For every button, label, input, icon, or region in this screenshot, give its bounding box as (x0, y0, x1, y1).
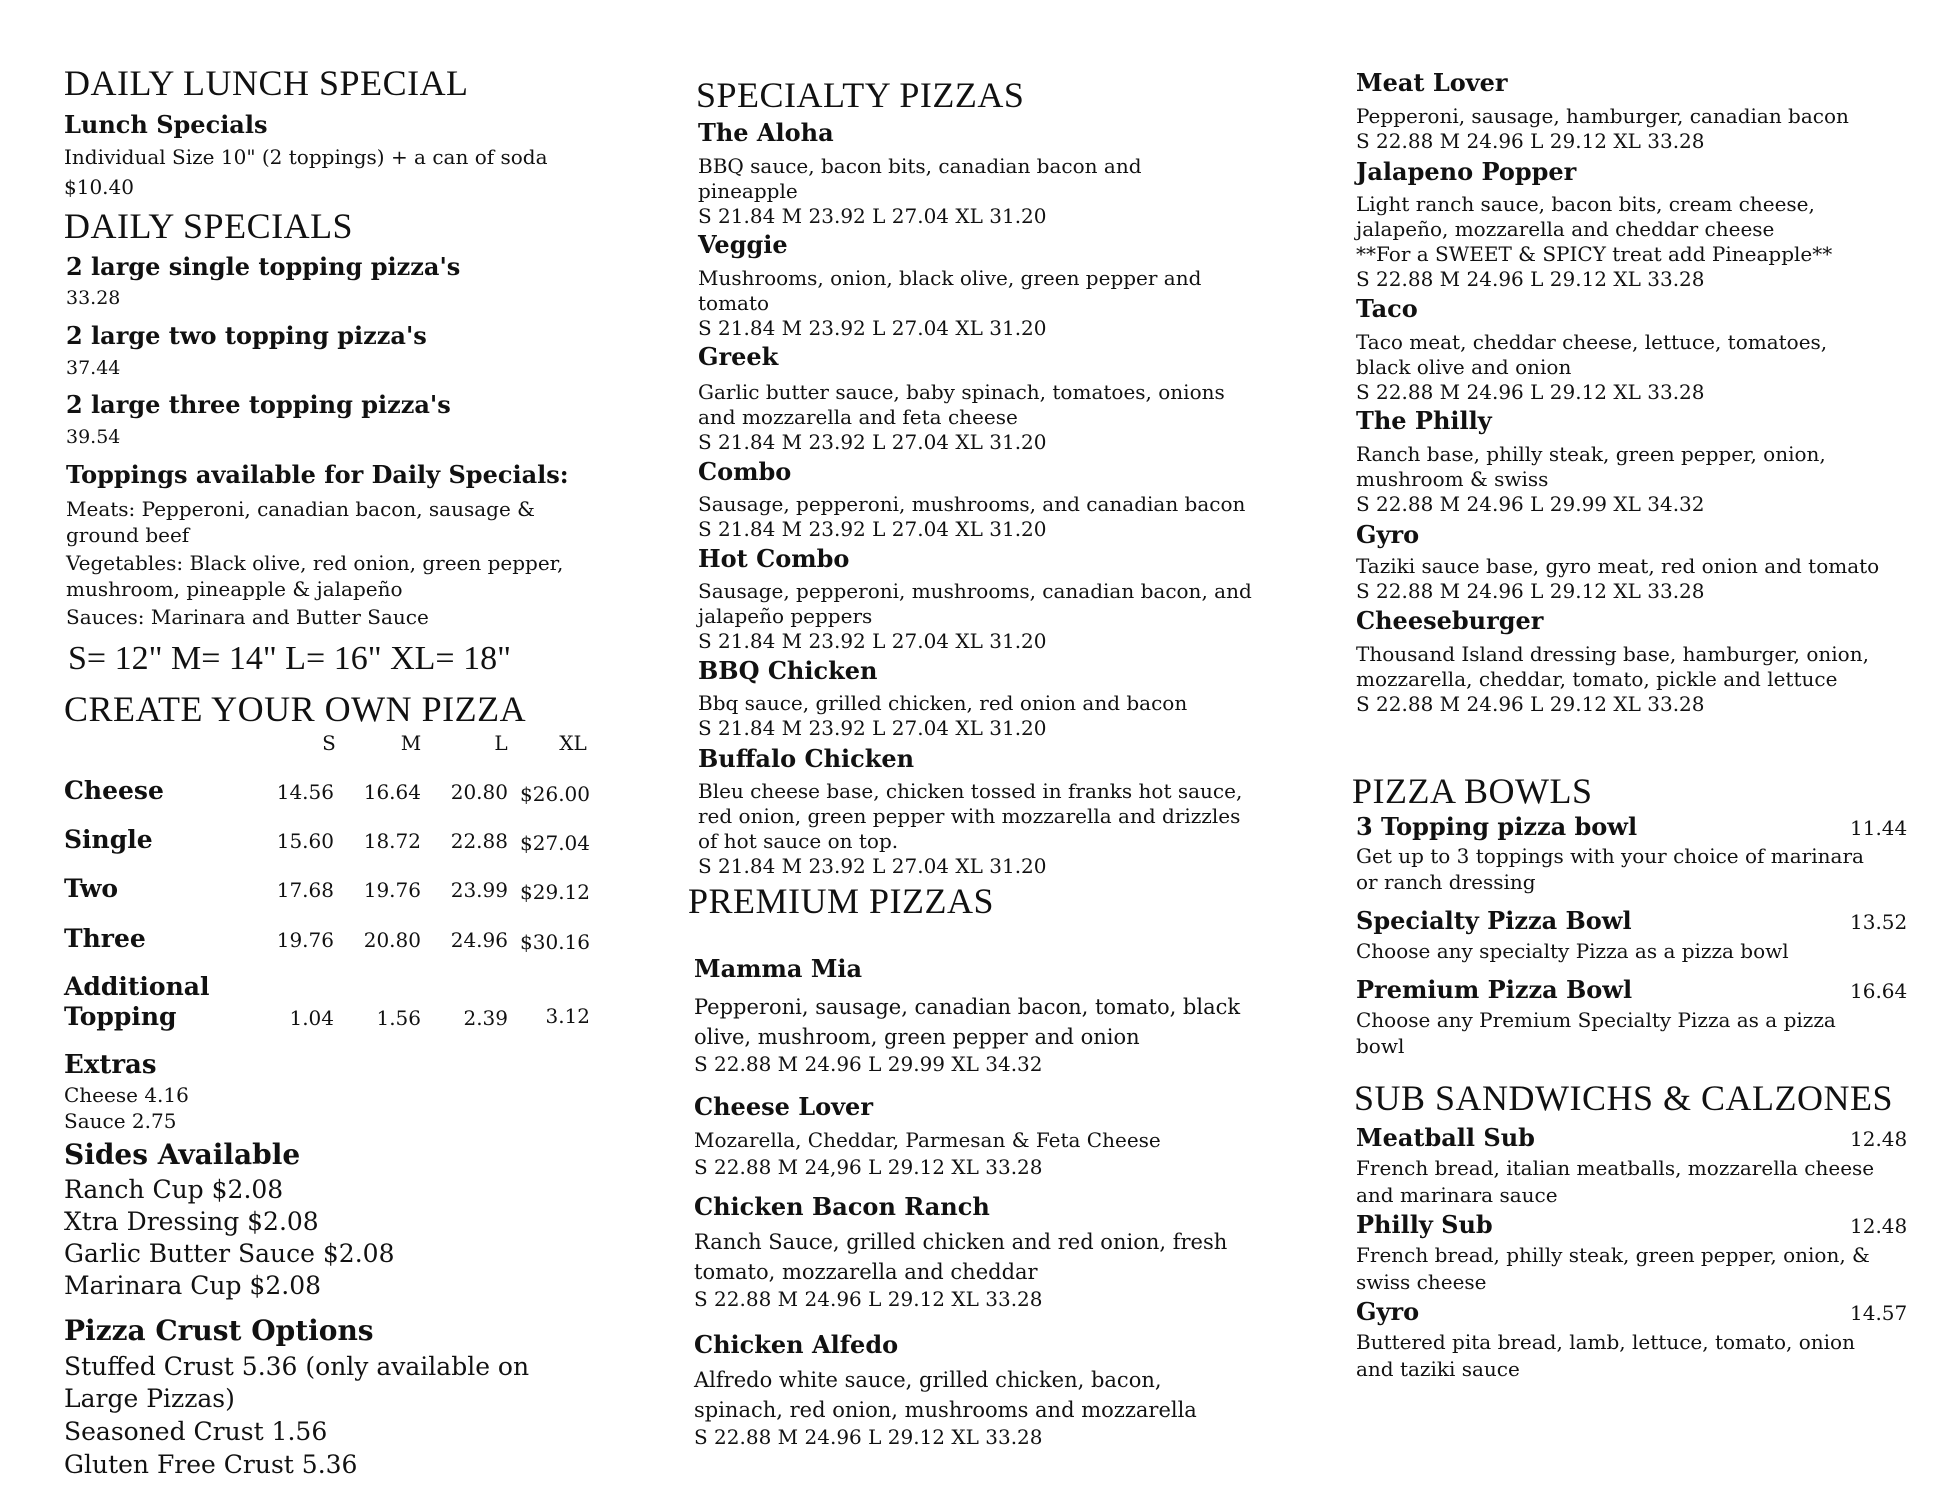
menu-item-prices: S 21.84 M 23.92 L 27.04 XL 31.20 (698, 716, 1047, 740)
menu-item-name: Buffalo Chicken (698, 744, 915, 773)
menu-item-name: Hot Combo (698, 544, 850, 573)
menu-item-prices: S 21.84 M 23.92 L 27.04 XL 31.20 (698, 629, 1047, 653)
menu-item-description: Ranch Sauce, grilled chicken and red onion, fresh (694, 1230, 1228, 1254)
premium-pizzas-heading: PREMIUM PIZZAS (688, 881, 995, 921)
menu-item-description: black olive and onion (1356, 355, 1572, 379)
menu-item-description: French bread, italian meatballs, mozzarella cheese (1356, 1156, 1875, 1180)
cyo-price-s: 15.60 (276, 829, 334, 853)
cyo-price-m: 19.76 (363, 878, 421, 902)
menu-item-description: mozzarella, cheddar, tomato, pickle and lettuce (1356, 667, 1838, 691)
toppings-line: ground beef (66, 523, 190, 547)
daily-special-name: 2 large single topping pizza's (66, 252, 461, 281)
crust-line: Large Pizzas) (64, 1384, 235, 1413)
cyo-price-s: 19.76 (276, 928, 334, 952)
menu-item-name: The Aloha (698, 118, 834, 147)
crust-line: Seasoned Crust 1.56 (64, 1417, 328, 1446)
menu-item-prices: S 22.88 M 24,96 L 29.12 XL 33.28 (694, 1155, 1043, 1179)
cyo-price-l: 23.99 (450, 878, 508, 902)
crust-heading: Pizza Crust Options (64, 1314, 374, 1347)
menu-item-price: 16.64 (1850, 979, 1908, 1003)
menu-item-description: Get up to 3 toppings with your choice of marinara (1356, 844, 1864, 868)
cyo-row-name: Single (64, 825, 153, 854)
menu-item-description: pineapple (698, 179, 798, 203)
cyo-price-m: 1.56 (376, 1006, 421, 1030)
daily-specials-heading: DAILY SPECIALS (64, 206, 354, 246)
cyo-row-name: Three (64, 924, 146, 953)
toppings-heading: Toppings available for Daily Specials: (66, 460, 569, 489)
menu-item-description: mushroom & swiss (1356, 467, 1549, 491)
daily-special-price: 33.28 (66, 287, 121, 309)
menu-item-description: Pepperoni, sausage, canadian bacon, tomato, black (694, 995, 1241, 1019)
menu-item-name: Meat Lover (1356, 68, 1508, 97)
menu-item-description: Garlic butter sauce, baby spinach, tomatoes, onions (698, 380, 1225, 404)
cyo-price-l: 20.80 (450, 780, 508, 804)
cyo-header-l: L (494, 731, 508, 755)
cyo-header-m: M (400, 731, 422, 755)
toppings-line: Vegetables: Black olive, red onion, green pepper, (66, 551, 564, 575)
menu-item-prices: S 21.84 M 23.92 L 27.04 XL 31.20 (698, 517, 1047, 541)
menu-item-description: red onion, green pepper with mozzarella and drizzles (698, 804, 1241, 828)
menu-item-prices: S 22.88 M 24.96 L 29.12 XL 33.28 (694, 1425, 1043, 1449)
menu-item-prices: S 21.84 M 23.92 L 27.04 XL 31.20 (698, 204, 1047, 228)
pizza-bowls-heading: PIZZA BOWLS (1352, 771, 1593, 811)
menu-item-price: 12.48 (1850, 1127, 1908, 1151)
menu-item-description: Light ranch sauce, bacon bits, cream cheese, (1356, 192, 1815, 216)
menu-item-description: and taziki sauce (1356, 1357, 1520, 1381)
menu-item-price: 12.48 (1850, 1214, 1908, 1238)
menu-item-description: olive, mushroom, green pepper and onion (694, 1025, 1140, 1049)
menu-item-name: Jalapeno Popper (1356, 157, 1577, 186)
menu-item-description: Mozarella, Cheddar, Parmesan & Feta Cheese (694, 1128, 1161, 1152)
menu-item-prices: S 22.88 M 24.96 L 29.99 XL 34.32 (694, 1052, 1043, 1076)
menu-item-name: Cheeseburger (1356, 606, 1544, 635)
cyo-row-cheese (64, 776, 604, 816)
menu-item-description: Mushrooms, onion, black olive, green pepper and (698, 266, 1202, 290)
menu-item-description: or ranch dressing (1356, 870, 1536, 894)
sides-line: Ranch Cup $2.08 (64, 1175, 284, 1204)
menu-item-price: 11.44 (1850, 816, 1908, 840)
extras-line: Cheese 4.16 (64, 1083, 189, 1107)
menu-item-name: Gyro (1356, 1297, 1420, 1326)
cyo-row-two (64, 874, 604, 914)
cyo-price-xl: $27.04 (520, 831, 590, 855)
menu-item-description: swiss cheese (1356, 1270, 1487, 1294)
subs-calzones-heading: SUB SANDWICHS & CALZONES (1354, 1078, 1894, 1118)
cyo-price-m: 16.64 (363, 780, 421, 804)
cyo-row-three (64, 924, 604, 964)
menu-item-prices: S 22.88 M 24.96 L 29.12 XL 33.28 (694, 1287, 1043, 1311)
menu-item-name: Specialty Pizza Bowl (1356, 906, 1632, 935)
menu-item-name: Taco (1356, 294, 1418, 323)
daily-special-name: 2 large two topping pizza's (66, 321, 427, 350)
cyo-price-m: 20.80 (363, 928, 421, 952)
menu-item-prices: S 22.88 M 24.96 L 29.12 XL 33.28 (1356, 267, 1705, 291)
toppings-line: Meats: Pepperoni, canadian bacon, sausage & (66, 497, 535, 521)
menu-item-name: Greek (698, 342, 779, 371)
menu-item-description: Choose any Premium Specialty Pizza as a pizza (1356, 1008, 1836, 1032)
menu-item-description: tomato, mozzarella and cheddar (694, 1260, 1038, 1284)
menu-item-description: French bread, philly steak, green pepper, onion, & (1356, 1243, 1870, 1267)
menu-item-name: Combo (698, 457, 792, 486)
menu-item-description: spinach, red onion, mushrooms and mozzarella (694, 1398, 1197, 1422)
sides-line: Xtra Dressing $2.08 (64, 1207, 319, 1236)
cyo-price-s: 17.68 (276, 878, 334, 902)
menu-item-description: Ranch base, philly steak, green pepper, onion, (1356, 442, 1826, 466)
cyo-header-s: S (322, 731, 336, 755)
cyo-price-l: 22.88 (450, 829, 508, 853)
menu-item-description: Bbq sauce, grilled chicken, red onion and bacon (698, 691, 1188, 715)
menu-item-name: Premium Pizza Bowl (1356, 975, 1633, 1004)
menu-item-description: jalapeño, mozzarella and cheddar cheese (1356, 217, 1775, 241)
menu-item-description: Sausage, pepperoni, mushrooms, and canadian bacon (698, 492, 1246, 516)
menu-item-description: Alfredo white sauce, grilled chicken, bacon, (694, 1368, 1162, 1392)
menu-item-description: Choose any specialty Pizza as a pizza bowl (1356, 939, 1789, 963)
menu-item-description: Taziki sauce base, gyro meat, red onion and tomato (1356, 554, 1880, 578)
cyo-price-xl: $26.00 (520, 782, 590, 806)
menu-item-name: Chicken Bacon Ranch (694, 1192, 990, 1221)
lunch-special-price: $10.40 (64, 175, 134, 199)
menu-item-prices: S 22.88 M 24.96 L 29.12 XL 33.28 (1356, 380, 1705, 404)
extras-heading: Extras (64, 1050, 157, 1080)
menu-item-name: Philly Sub (1356, 1210, 1493, 1239)
menu-item-name: BBQ Chicken (698, 656, 878, 685)
cyo-price-xl: $30.16 (520, 930, 590, 954)
menu-item-prices: S 21.84 M 23.92 L 27.04 XL 31.20 (698, 316, 1047, 340)
daily-special-price: 37.44 (66, 357, 121, 379)
cyo-header-xl: XL (559, 731, 587, 755)
cyo-price-l: 2.39 (463, 1006, 508, 1030)
menu-item-description: bowl (1356, 1034, 1405, 1058)
menu-item-prices: S 22.88 M 24.96 L 29.12 XL 33.28 (1356, 692, 1705, 716)
menu-item-name: Cheese Lover (694, 1092, 873, 1121)
menu-item-description: Bleu cheese base, chicken tossed in franks hot sauce, (698, 779, 1243, 803)
menu-item-description: of hot sauce on top. (698, 829, 899, 853)
menu-item-prices: S 22.88 M 24.96 L 29.12 XL 33.28 (1356, 129, 1705, 153)
menu-item-description: Buttered pita bread, lamb, lettuce, tomato, onion (1356, 1330, 1855, 1354)
cyo-row-additional-topping (64, 972, 604, 1036)
cyo-row-single (64, 825, 604, 865)
menu-item-name: Mamma Mia (694, 954, 863, 983)
sides-heading: Sides Available (64, 1138, 301, 1171)
menu-item-description: Taco meat, cheddar cheese, lettuce, tomatoes, (1356, 330, 1828, 354)
cyo-price-xl: 3.12 (545, 1004, 590, 1028)
toppings-line: mushroom, pineapple & jalapeño (66, 577, 403, 601)
daily-special-name: 2 large three topping pizza's (66, 390, 451, 419)
menu-item-description: **For a SWEET & SPICY treat add Pineapple** (1356, 242, 1833, 266)
cyo-row-name: Topping (64, 1002, 177, 1031)
sides-line: Marinara Cup $2.08 (64, 1271, 322, 1300)
menu-item-prices: S 21.84 M 23.92 L 27.04 XL 31.20 (698, 430, 1047, 454)
specialty-pizzas-heading: SPECIALTY PIZZAS (696, 75, 1025, 115)
menu-item-name: The Philly (1356, 406, 1492, 435)
menu-item-description: BBQ sauce, bacon bits, canadian bacon and (698, 154, 1142, 178)
crust-line: Stuffed Crust 5.36 (only available on (64, 1352, 530, 1381)
menu-item-name: Gyro (1356, 520, 1420, 549)
toppings-line: Sauces: Marinara and Butter Sauce (66, 605, 429, 629)
cyo-price-s: 1.04 (289, 1006, 334, 1030)
menu-item-description: tomato (698, 291, 770, 315)
sides-line: Garlic Butter Sauce $2.08 (64, 1239, 395, 1268)
menu-item-description: and marinara sauce (1356, 1183, 1558, 1207)
lunch-special-description: Individual Size 10" (2 toppings) + a can of soda (64, 145, 548, 169)
menu-item-description: Thousand Island dressing base, hamburger, onion, (1356, 642, 1869, 666)
extras-line: Sauce 2.75 (64, 1109, 177, 1133)
create-your-own-heading: CREATE YOUR OWN PIZZA (64, 689, 527, 729)
menu-item-prices: S 22.88 M 24.96 L 29.12 XL 33.28 (1356, 579, 1705, 603)
menu-item-prices: S 22.88 M 24.96 L 29.99 XL 34.32 (1356, 492, 1705, 516)
cyo-row-name: Two (64, 874, 119, 903)
menu-item-price: 13.52 (1850, 910, 1908, 934)
menu-item-name: Chicken Alfedo (694, 1330, 899, 1359)
cyo-price-s: 14.56 (276, 780, 334, 804)
menu-item-description: jalapeño peppers (698, 604, 873, 628)
pizza-sizes-line: S= 12" M= 14" L= 16" XL= 18" (68, 640, 511, 677)
daily-special-price: 39.54 (66, 426, 121, 448)
lunch-special-subheading: Lunch Specials (64, 110, 268, 139)
menu-item-name: Meatball Sub (1356, 1123, 1535, 1152)
menu-item-price: 14.57 (1850, 1301, 1908, 1325)
cyo-row-name: Cheese (64, 776, 164, 805)
menu-item-name: Veggie (698, 230, 788, 259)
menu-item-description: Sausage, pepperoni, mushrooms, canadian bacon, and (698, 579, 1252, 603)
cyo-price-l: 24.96 (450, 928, 508, 952)
cyo-price-xl: $29.12 (520, 880, 590, 904)
cyo-row-name: Additional (64, 972, 210, 1001)
menu-item-prices: S 21.84 M 23.92 L 27.04 XL 31.20 (698, 854, 1047, 878)
crust-line: Gluten Free Crust 5.36 (64, 1450, 358, 1479)
menu-item-description: Pepperoni, sausage, hamburger, canadian bacon (1356, 104, 1849, 128)
lunch-special-heading: DAILY LUNCH SPECIAL (64, 63, 469, 103)
cyo-price-m: 18.72 (363, 829, 421, 853)
menu-item-name: 3 Topping pizza bowl (1356, 812, 1638, 841)
menu-item-description: and mozzarella and feta cheese (698, 405, 1018, 429)
